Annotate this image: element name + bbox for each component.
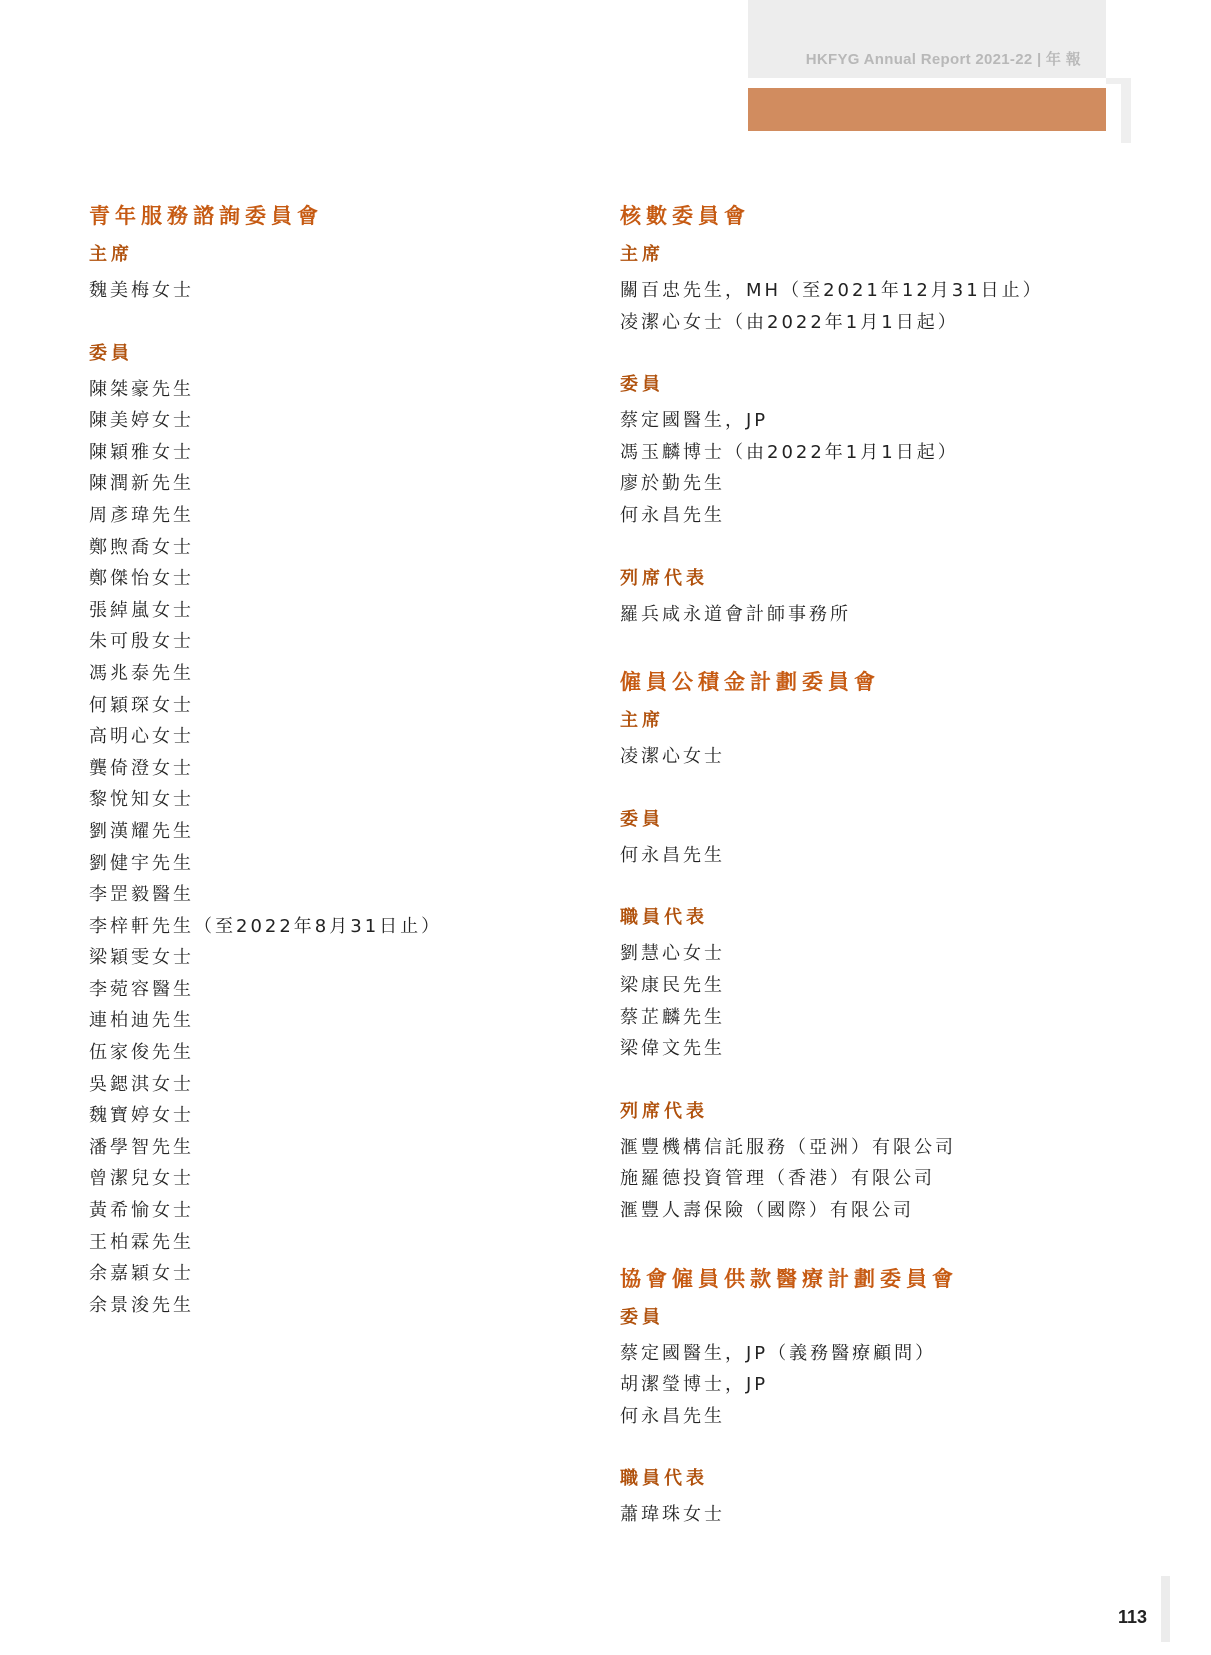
- member-name: 連柏迪先生: [89, 1010, 194, 1032]
- member-name: 龔倚澄女士: [89, 757, 194, 779]
- role-heading: 列席代表: [620, 1100, 708, 1122]
- committee-section: [620, 1261, 1100, 1531]
- member-name: 凌潔心女士: [620, 746, 725, 768]
- member-name: 蔡定國醫生，JP（義務醫療顧問）: [620, 1342, 937, 1364]
- member-name: 陳美婷女士: [89, 410, 194, 432]
- member-name: 梁偉文先生: [620, 1038, 725, 1060]
- role-heading: 主席: [89, 244, 133, 265]
- role-heading: 主席: [620, 244, 664, 265]
- member-name: 余景浚先生: [89, 1294, 194, 1316]
- member-name: 滙豐機構信託服務（亞洲）有限公司: [620, 1136, 956, 1158]
- role-group: [620, 704, 1100, 773]
- member-name: 劉健宇先生: [89, 852, 194, 874]
- committee-section: [620, 664, 1100, 1226]
- committee-section: [89, 198, 569, 1321]
- member-name: 滙豐人壽保險（國際）有限公司: [620, 1199, 914, 1221]
- committee-title: 青年服務諮詢委員會: [89, 204, 323, 228]
- role-group: [89, 337, 569, 1322]
- member-name: 馮玉麟博士（由2022年1月1日起）: [620, 441, 959, 463]
- role-heading: 委員: [89, 342, 133, 364]
- header-accent-bar: [748, 88, 1106, 131]
- member-name: 周彥瑋先生: [89, 504, 194, 526]
- committee-title: 僱員公積金計劃委員會: [620, 670, 880, 695]
- member-name: 曾潔兒女士: [89, 1168, 194, 1190]
- member-name: 何穎琛女士: [89, 694, 194, 716]
- role-group: [620, 238, 1100, 338]
- member-name: 梁康民先生: [620, 974, 725, 996]
- member-name: 劉慧心女士: [620, 943, 725, 965]
- member-name: 魏寶婷女士: [89, 1105, 194, 1127]
- role-heading: 主席: [620, 710, 664, 732]
- member-name: 潘學智先生: [89, 1136, 194, 1158]
- member-name: 鄭煦喬女士: [89, 536, 194, 558]
- member-name: 蔡定國醫生，JP: [620, 410, 769, 432]
- committee-section: [620, 198, 1100, 630]
- role-group: [620, 368, 1100, 531]
- role-group: [620, 803, 1100, 872]
- member-name: 劉漢耀先生: [89, 820, 194, 842]
- member-name: 凌潔心女士（由2022年1月1日起）: [620, 311, 959, 333]
- running-header: HKFYG Annual Report 2021-22 | 年 報: [805, 51, 1081, 68]
- footer-bar-decoration: [1161, 1576, 1170, 1642]
- role-group: [620, 562, 1100, 631]
- member-name: 施羅德投資管理（香港）有限公司: [620, 1168, 935, 1190]
- member-name: 朱可殷女士: [89, 631, 194, 653]
- committee-title: 協會僱員供款醫療計劃委員會: [620, 1266, 958, 1291]
- member-name: 鄭傑怡女士: [89, 568, 194, 590]
- member-name: 何永昌先生: [620, 844, 725, 866]
- member-name: 吳鍶淇女士: [89, 1073, 194, 1095]
- member-name: 王柏霖先生: [89, 1231, 194, 1253]
- role-heading: 委員: [620, 374, 664, 396]
- member-name: 羅兵咸永道會計師事務所: [620, 603, 851, 625]
- member-name: 魏美梅女士: [89, 280, 194, 301]
- member-name: 黃希愉女士: [89, 1200, 194, 1222]
- role-group: [620, 1301, 1100, 1433]
- member-name: 李菀容醫生: [89, 978, 194, 1000]
- member-name: 陳潤新先生: [89, 473, 194, 495]
- member-name: 陳穎雅女士: [89, 441, 194, 463]
- member-name: 梁穎雯女士: [89, 947, 194, 969]
- role-heading: 職員代表: [620, 1468, 708, 1490]
- role-heading: 列席代表: [620, 567, 708, 589]
- member-name: 高明心女士: [89, 726, 194, 748]
- member-name: 何永昌先生: [620, 504, 725, 526]
- member-name: 李罡毅醫生: [89, 884, 194, 906]
- member-name: 余嘉穎女士: [89, 1263, 194, 1285]
- page-number: 113: [1118, 1607, 1148, 1627]
- member-name: 何永昌先生: [620, 1405, 725, 1427]
- member-name: 蔡芷麟先生: [620, 1006, 725, 1028]
- member-name: 關百忠先生，MH（至2021年12月31日止）: [620, 280, 1044, 301]
- member-name: 陳桀豪先生: [89, 378, 194, 400]
- member-name: 黎悅知女士: [89, 789, 194, 811]
- member-name: 馮兆泰先生: [89, 662, 194, 684]
- right-column: [620, 198, 1100, 1565]
- role-heading: 職員代表: [620, 907, 708, 929]
- member-name: 李梓軒先生（至2022年8月31日止）: [89, 915, 443, 937]
- member-name: 廖於勤先生: [620, 473, 725, 495]
- header-bracket-decoration: [1106, 78, 1131, 143]
- member-name: 蕭瑋珠女士: [620, 1504, 725, 1526]
- member-name: 胡潔瑩博士，JP: [620, 1374, 769, 1396]
- role-heading: 委員: [620, 808, 664, 830]
- role-group: [620, 1095, 1100, 1227]
- role-group: [620, 901, 1100, 1064]
- member-name: 張綽嵐女士: [89, 599, 194, 621]
- role-group: [620, 1462, 1100, 1531]
- left-column: [89, 198, 569, 1355]
- committee-title: 核數委員會: [620, 204, 750, 228]
- role-group: [89, 238, 569, 307]
- role-heading: 委員: [620, 1306, 664, 1328]
- member-name: 伍家俊先生: [89, 1042, 194, 1064]
